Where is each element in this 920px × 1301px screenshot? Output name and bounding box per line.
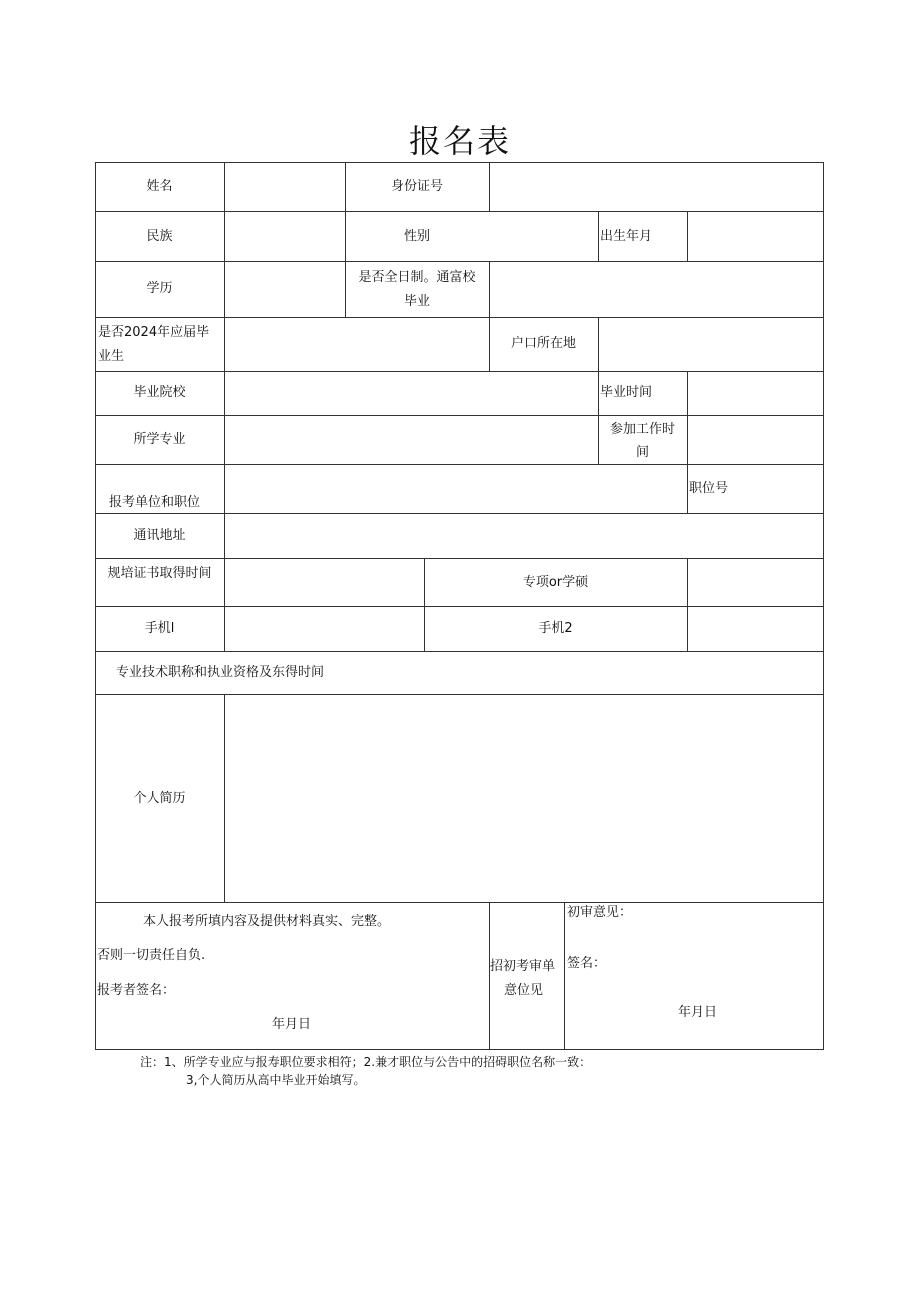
col-divider: [564, 902, 565, 1050]
declaration-date: 年月日: [272, 1017, 312, 1032]
education-label: 学历: [146, 281, 173, 296]
fresh-grad-label-line1: 是否2024年应届毕: [98, 325, 210, 340]
col-divider: [224, 513, 225, 558]
grad-time-label: 毕业时间: [600, 385, 653, 400]
gender-label: 性别: [403, 229, 430, 244]
col-divider: [687, 464, 688, 513]
review-label-line1: 招初考审单: [490, 959, 556, 974]
position-no-label: 职位号: [689, 481, 729, 496]
col-divider: [489, 261, 490, 317]
col-divider: [224, 464, 225, 513]
col-divider: [598, 317, 599, 371]
initial-review-opinion: 初审意见：: [567, 905, 633, 920]
unit-position-label: 报考单位和职位: [109, 495, 201, 510]
row-divider: [95, 371, 824, 372]
table-border-bottom: [95, 1049, 824, 1050]
table-border-top: [95, 162, 824, 163]
row-divider: [95, 211, 824, 212]
address-label: 通讯地址: [133, 528, 186, 543]
registration-form-table: [95, 162, 824, 1050]
col-divider: [687, 558, 688, 651]
row-divider: [95, 261, 824, 262]
declaration-line2: 否则一切责任自负.: [97, 948, 206, 963]
birth-label: 出生年月: [600, 229, 653, 244]
phone2-label: 手机2: [538, 621, 573, 636]
declaration-line1: 本人报考所填内容及提供材料真实、完整。: [143, 914, 391, 929]
work-time-label-line1: 参加工作时: [609, 422, 675, 437]
col-divider: [224, 371, 225, 464]
col-divider: [687, 371, 688, 464]
row-divider: [95, 606, 824, 607]
col-divider: [687, 211, 688, 261]
col-divider: [224, 694, 225, 902]
row-divider: [95, 651, 824, 652]
id-number-label: 身份证号: [390, 179, 443, 194]
titles-label: 专业技术职称和执业资格及东得时间: [116, 665, 325, 680]
fresh-grad-label-line2: 业生: [98, 349, 125, 364]
school-label: 毕业院校: [133, 385, 186, 400]
cert-time-label: 规培证书取得时间: [107, 566, 212, 581]
major-label: 所学专业: [133, 432, 186, 447]
col-divider: [224, 558, 225, 651]
col-divider: [224, 162, 225, 317]
hukou-label: 户口所在地: [510, 336, 576, 351]
ethnicity-label: 民族: [146, 229, 173, 244]
special-label: 专项or学硕: [522, 575, 589, 590]
row-divider: [95, 513, 824, 514]
resume-label: 个人简历: [133, 791, 186, 806]
row-divider: [95, 464, 824, 465]
row-divider: [95, 558, 824, 559]
review-date: 年月日: [678, 1005, 718, 1020]
name-label: 姓名: [146, 179, 173, 194]
notes-line2: 3,个人简历从高中毕业开始填写。: [186, 1073, 366, 1087]
col-divider: [598, 211, 599, 261]
row-divider: [95, 694, 824, 695]
signer-label: 报考者签名：: [97, 983, 176, 998]
notes-line1: 注：1、所学专业应与报寿职位要求相符；2.兼才职位与公告中的招碍职位名称一致：: [140, 1055, 592, 1069]
fulltime-label-line1: 是否全日制。通富校: [358, 270, 476, 285]
row-divider: [95, 317, 824, 318]
work-time-label-line2: 间: [635, 445, 649, 460]
row-divider: [95, 415, 824, 416]
row-divider: [95, 902, 824, 903]
col-divider: [224, 317, 225, 371]
phone1-label: 手机l: [144, 621, 175, 636]
col-divider: [489, 162, 490, 211]
fulltime-label-line2: 毕业: [403, 294, 430, 309]
review-sign-label: 签名：: [567, 956, 607, 971]
review-label-line2: 意位见: [504, 983, 544, 998]
form-title: 报名表: [408, 122, 511, 160]
